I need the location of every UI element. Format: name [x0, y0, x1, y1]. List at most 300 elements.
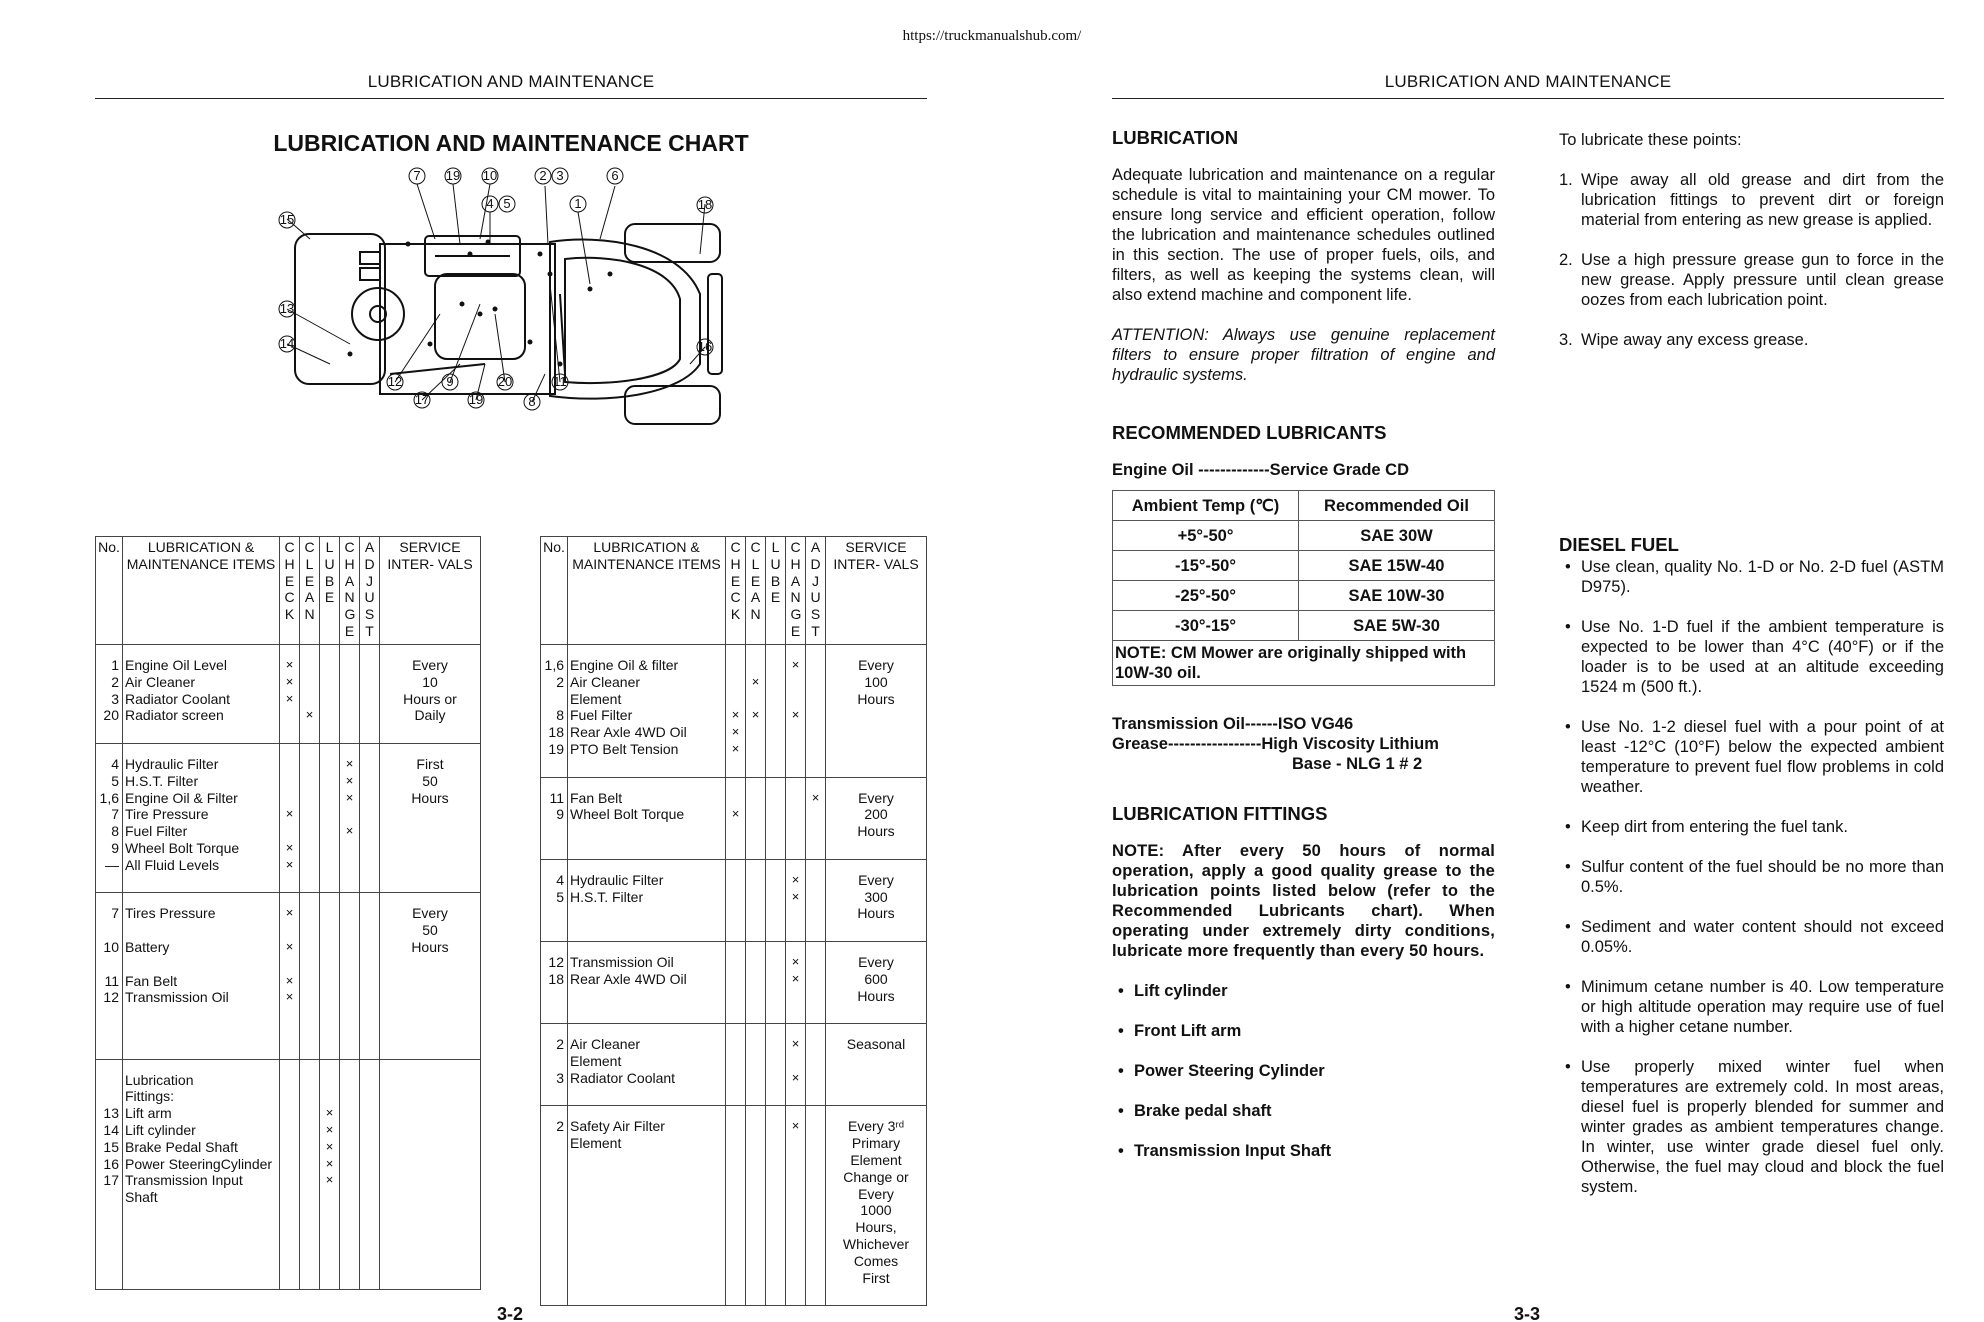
mark	[322, 1072, 337, 1089]
header-change: CHANGE	[786, 537, 806, 645]
mark	[342, 857, 357, 874]
mark: ×	[285, 856, 294, 872]
running-head-right: LUBRICATION AND MAINTENANCE	[1384, 72, 1672, 91]
item-number: 3	[556, 1069, 564, 1086]
mark	[748, 657, 763, 674]
mark	[362, 989, 377, 1006]
lubrication-paragraph: Adequate lubrication and maintenance on a regular schedule is vital to maintaining your CM mower. To ensure long service and efficient operation, follow the lubrication and maintenance schedules outlined in this section. The use of proper fuels, oils, and filters, as well as keeping the systems clean, will also extend machine and component life.	[1112, 166, 1495, 304]
mark	[748, 1186, 763, 1203]
mark	[362, 1040, 377, 1057]
table-1-body	[96, 645, 481, 1290]
mark	[302, 773, 317, 790]
header-lube: LUBE	[766, 537, 786, 645]
cell-clean	[300, 1059, 320, 1289]
interval-text: Every	[858, 1185, 894, 1202]
header-check: CHECK	[280, 537, 300, 645]
header-service: SERVICE INTER- VALS	[380, 537, 481, 645]
item-text: Element	[570, 690, 622, 707]
item-text	[570, 1286, 723, 1303]
interval-text	[382, 1189, 478, 1206]
mark	[362, 1172, 377, 1189]
mark	[808, 806, 823, 823]
item-text: All Fluid Levels	[125, 856, 220, 873]
cell-check	[726, 645, 746, 778]
item-text	[125, 1006, 277, 1023]
right-page	[1112, 0, 1944, 1322]
item-number: 1	[111, 657, 119, 673]
mark	[322, 989, 337, 1006]
mark	[302, 1156, 317, 1173]
list-item: • Sediment and water content should not exceed 0.05%.	[1559, 917, 1944, 957]
interval-text: Seasonal	[846, 1036, 906, 1053]
cell-clean	[300, 645, 320, 744]
mark	[302, 857, 317, 874]
mark	[362, 1105, 377, 1122]
mark	[788, 1169, 803, 1186]
mark	[748, 741, 763, 758]
mark	[362, 939, 377, 956]
right-page-column-1	[1112, 128, 1495, 1181]
mark	[282, 1105, 297, 1122]
mark	[748, 1286, 763, 1303]
item-text	[570, 1152, 723, 1169]
mark	[282, 724, 297, 741]
item-number	[98, 1206, 119, 1223]
cell-nos	[96, 645, 123, 744]
mark	[788, 1236, 803, 1253]
interval-text: Hours	[857, 823, 895, 840]
mark	[748, 1253, 763, 1270]
mark	[788, 1152, 803, 1169]
recommended-lubricants-heading: RECOMMENDED LUBRICANTS	[1112, 422, 1387, 443]
mark	[808, 1152, 823, 1169]
mark	[362, 840, 377, 857]
step-text: Wipe away any excess grease.	[1581, 331, 1809, 349]
table-row	[1113, 551, 1495, 581]
item-number: 12	[548, 953, 564, 970]
mark	[728, 889, 743, 906]
mark	[282, 823, 297, 840]
mark: ×	[325, 1138, 334, 1154]
item-text: Element	[570, 1052, 622, 1069]
item-text: Tire Pressure	[125, 806, 209, 823]
mark: ×	[285, 806, 294, 822]
diesel-fuel-heading: DIESEL FUEL	[1559, 534, 1679, 555]
interval-text: Every 3ʳᵈ	[847, 1118, 905, 1135]
cell-items	[123, 645, 280, 744]
mark	[808, 674, 823, 691]
mark	[302, 1189, 317, 1206]
interval-text: Every	[858, 871, 894, 888]
mark	[748, 971, 763, 988]
interval-text: 200	[864, 806, 888, 823]
mark	[788, 840, 803, 857]
ambient-temp-header: Ambient Temp (℃)	[1113, 491, 1299, 521]
head-rule-right	[1112, 98, 1944, 99]
mark	[748, 1036, 763, 1053]
interval-text	[382, 1040, 478, 1057]
mark	[808, 1087, 823, 1104]
source-url[interactable]: https://truckmanualshub.com/	[902, 28, 1082, 44]
header-no: No.	[96, 537, 123, 645]
callout-18a: 18	[697, 197, 713, 212]
callout-numbers	[280, 168, 712, 409]
mark	[302, 922, 317, 939]
list-item: • Lift cylinder	[1112, 981, 1495, 1001]
mark	[302, 1172, 317, 1189]
page-number-right: 3-3	[1514, 1304, 1541, 1322]
oil-cell: SAE 5W-30	[1298, 611, 1494, 641]
mark	[302, 657, 317, 674]
mower-top-view-diagram	[230, 164, 790, 524]
step-number: 2.	[1559, 251, 1573, 269]
list-item: • Front Lift arm	[1112, 1021, 1495, 1041]
mark	[808, 1135, 823, 1152]
item-text: Rear Axle 4WD Oil	[570, 724, 687, 741]
item-number: 11	[104, 972, 119, 989]
mark	[808, 971, 823, 988]
mark: ×	[305, 707, 314, 723]
list-item: • Minimum cetane number is 40. Low temperature or high altitude operation may require use of fuel with a higher cetane number.	[1559, 977, 1944, 1037]
item-text	[570, 840, 723, 857]
diesel-fuel-list	[1559, 557, 1944, 1197]
item-text: Tires Pressure	[125, 905, 216, 922]
mark	[322, 823, 337, 840]
interval-text: Change or	[843, 1168, 909, 1185]
item-text: Fan Belt	[570, 789, 623, 806]
cell-check	[726, 859, 746, 941]
left-page	[95, 0, 927, 1322]
item-number: 2	[556, 1036, 564, 1053]
callout-12: 12	[387, 374, 403, 389]
callout-16: 16	[697, 339, 713, 354]
mark	[322, 806, 337, 823]
callout-19b: 19	[468, 392, 484, 407]
mark	[808, 724, 823, 741]
mark	[302, 756, 317, 773]
mark	[342, 1172, 357, 1189]
item-number: 17	[103, 1172, 119, 1189]
head-rule-left	[95, 98, 927, 99]
mark	[302, 806, 317, 823]
item-number	[98, 922, 119, 939]
mark	[342, 905, 357, 922]
mark	[768, 806, 783, 823]
mark	[342, 674, 357, 691]
mark: ×	[731, 740, 740, 756]
mark	[362, 707, 377, 724]
mark	[342, 1139, 357, 1156]
lubricants-note: NOTE: CM Mower are originally shipped with 10W-30 oil.	[1113, 641, 1495, 686]
callout-14: 14	[279, 336, 295, 351]
oil-cell: SAE 10W-30	[1298, 581, 1494, 611]
mark	[302, 674, 317, 691]
mark	[768, 1004, 783, 1021]
table-row	[541, 1106, 927, 1306]
item-text	[570, 1236, 723, 1253]
callout-1: 1	[574, 196, 582, 211]
mark	[748, 691, 763, 708]
interval-text	[828, 840, 924, 857]
mark	[282, 1172, 297, 1189]
mark	[342, 973, 357, 990]
cell-lube	[766, 1024, 786, 1106]
item-number: 2	[556, 1118, 564, 1135]
mark	[728, 1087, 743, 1104]
cell-change	[786, 1024, 806, 1106]
item-text	[570, 922, 723, 939]
mark	[788, 1202, 803, 1219]
mark	[342, 1189, 357, 1206]
item-number	[98, 956, 119, 973]
interval-text	[828, 724, 924, 741]
item-text: Safety Air Filter	[570, 1118, 665, 1135]
step-number: 3.	[1559, 331, 1573, 349]
item-number: 2	[111, 673, 119, 690]
item-text: Radiator Coolant	[570, 1069, 676, 1086]
fittings-list	[1112, 981, 1495, 1161]
mark	[342, 1040, 357, 1057]
maintenance-table-2	[540, 536, 927, 1306]
mark	[302, 956, 317, 973]
mark: ×	[791, 1036, 800, 1052]
interval-text: Whichever	[842, 1235, 910, 1252]
mark	[748, 1118, 763, 1135]
attention-note: ATTENTION: Always use genuine replacement filters to ensure proper filtration of engine and hydraulic systems.	[1112, 326, 1495, 384]
mark	[728, 1152, 743, 1169]
cell-lube	[320, 645, 340, 744]
mark	[728, 1118, 743, 1135]
item-text: Transmission Oil	[125, 989, 229, 1006]
item-number: 18	[548, 970, 564, 987]
mark	[728, 758, 743, 775]
recommended-oil-header: Recommended Oil	[1298, 491, 1494, 521]
interval-text	[382, 989, 478, 1006]
mark	[768, 872, 783, 889]
step-text: Use a high pressure grease gun to force in the new grease. Apply pressure until clean grease oozes from each lubrication point.	[1581, 251, 1944, 309]
mark	[342, 657, 357, 674]
mark	[362, 1023, 377, 1040]
interval-text: Hours	[857, 690, 895, 707]
mark	[362, 1088, 377, 1105]
mark	[808, 1286, 823, 1303]
mark	[768, 1186, 783, 1203]
mark	[808, 1004, 823, 1021]
mark	[788, 806, 803, 823]
item-number	[543, 840, 564, 857]
interval-text	[382, 1105, 478, 1122]
item-text: Power SteeringCylinder	[125, 1155, 273, 1172]
interval-text: Primary	[851, 1135, 901, 1152]
cell-adjust	[360, 1059, 380, 1289]
mark	[728, 905, 743, 922]
item-number: 2	[556, 673, 564, 690]
cell-nos	[96, 743, 123, 892]
item-number	[98, 724, 119, 741]
cell-lube	[766, 645, 786, 778]
mark	[728, 922, 743, 939]
item-number: 5	[556, 888, 564, 905]
interval-text: 50	[422, 772, 438, 789]
interval-text	[382, 1088, 478, 1105]
mark	[808, 905, 823, 922]
mark	[728, 1004, 743, 1021]
temp-cell: -25°-50°	[1113, 581, 1299, 611]
mark: ×	[791, 871, 800, 887]
cell-lube	[766, 941, 786, 1023]
cell-items	[568, 777, 726, 859]
mark	[788, 741, 803, 758]
interval-text	[382, 1156, 478, 1173]
item-text: Lift cylinder	[125, 1121, 196, 1138]
list-item: • Sulfur content of the fuel should be no more than 0.5%.	[1559, 857, 1944, 897]
table-row	[541, 777, 927, 859]
cell-check	[726, 941, 746, 1023]
interval-text	[382, 1072, 478, 1089]
cell-clean	[746, 645, 766, 778]
mark	[728, 1219, 743, 1236]
mark: ×	[731, 724, 740, 740]
cell-nos	[96, 893, 123, 1059]
cell-check	[280, 743, 300, 892]
cell-items	[568, 941, 726, 1023]
table-row	[541, 1024, 927, 1106]
item-text	[125, 956, 277, 973]
list-item: • Transmission Input Shaft	[1112, 1141, 1495, 1161]
list-item	[1559, 170, 1944, 230]
interval-text	[382, 973, 478, 990]
mark	[282, 1088, 297, 1105]
mark	[322, 922, 337, 939]
cell-service	[826, 859, 927, 941]
item-number: 1,6	[544, 657, 564, 673]
cell-check	[280, 893, 300, 1059]
cell-items	[123, 893, 280, 1059]
interval-text	[382, 806, 478, 823]
mark	[342, 1088, 357, 1105]
mark	[788, 691, 803, 708]
temp-cell: +5°-50°	[1113, 521, 1299, 551]
table-row	[541, 859, 927, 941]
cell-service	[380, 1059, 481, 1289]
mark	[728, 1270, 743, 1287]
mark	[362, 973, 377, 990]
item-number	[98, 1088, 119, 1105]
interval-text	[382, 724, 478, 741]
callout-11: 11	[553, 374, 567, 389]
cell-service	[826, 645, 927, 778]
item-number	[543, 1135, 564, 1152]
mark	[728, 971, 743, 988]
mark	[808, 691, 823, 708]
mark	[808, 741, 823, 758]
mark	[748, 1270, 763, 1287]
mark	[322, 939, 337, 956]
mark	[362, 956, 377, 973]
transmission-oil-spec: Transmission Oil------ISO VG46	[1112, 715, 1354, 733]
mark: ×	[731, 806, 740, 822]
mark	[768, 707, 783, 724]
mark: ×	[345, 823, 354, 839]
cell-adjust	[806, 777, 826, 859]
item-text: Transmission Oil	[570, 953, 674, 970]
mark	[342, 707, 357, 724]
item-text	[125, 1023, 277, 1040]
mark	[728, 840, 743, 857]
mark	[808, 657, 823, 674]
callout-15: 15	[279, 212, 295, 227]
mark	[728, 988, 743, 1005]
mark	[788, 1219, 803, 1236]
item-text	[570, 1186, 723, 1203]
mark	[728, 823, 743, 840]
mark	[302, 973, 317, 990]
table-row	[541, 645, 927, 778]
item-text: H.S.T. Filter	[125, 772, 199, 789]
item-number: 4	[111, 755, 119, 772]
item-text: Element	[570, 1135, 622, 1152]
mark	[808, 840, 823, 857]
mark	[788, 674, 803, 691]
mark	[302, 989, 317, 1006]
item-text: Lubrication	[125, 1071, 194, 1088]
mark	[768, 1286, 783, 1303]
callout-13: 13	[279, 301, 295, 316]
mark	[362, 1139, 377, 1156]
cell-check	[726, 1024, 746, 1106]
item-number	[543, 1152, 564, 1169]
mark	[728, 657, 743, 674]
mark	[768, 1169, 783, 1186]
mark: ×	[791, 888, 800, 904]
interval-text: Hours	[857, 987, 895, 1004]
item-text	[570, 905, 723, 922]
mark	[748, 1152, 763, 1169]
mark	[788, 988, 803, 1005]
mark	[768, 889, 783, 906]
item-text: Fittings:	[125, 1088, 175, 1105]
mark: ×	[345, 789, 354, 805]
mark	[788, 1135, 803, 1152]
hood-inner	[565, 258, 680, 383]
mark	[808, 1169, 823, 1186]
mark	[282, 1040, 297, 1057]
callout-labels	[279, 168, 713, 410]
mark	[282, 756, 297, 773]
mark	[768, 1270, 783, 1287]
cell-service	[826, 1024, 927, 1106]
mark: ×	[345, 755, 354, 771]
cell-service	[380, 645, 481, 744]
mark	[808, 889, 823, 906]
item-number: 3	[111, 690, 119, 707]
header-clean: CLEAN	[746, 537, 766, 645]
interval-text	[382, 1172, 478, 1189]
list-item: • Power Steering Cylinder	[1112, 1061, 1495, 1081]
mark	[362, 691, 377, 708]
callout-5: 5	[503, 196, 511, 211]
steering-wheel	[352, 288, 404, 340]
cell-change	[786, 777, 806, 859]
mark	[748, 1202, 763, 1219]
cell-change	[786, 1106, 806, 1306]
mark	[728, 790, 743, 807]
mark	[342, 874, 357, 891]
cell-service	[826, 1106, 927, 1306]
mark	[768, 954, 783, 971]
mark	[768, 971, 783, 988]
interval-text: 300	[864, 888, 888, 905]
